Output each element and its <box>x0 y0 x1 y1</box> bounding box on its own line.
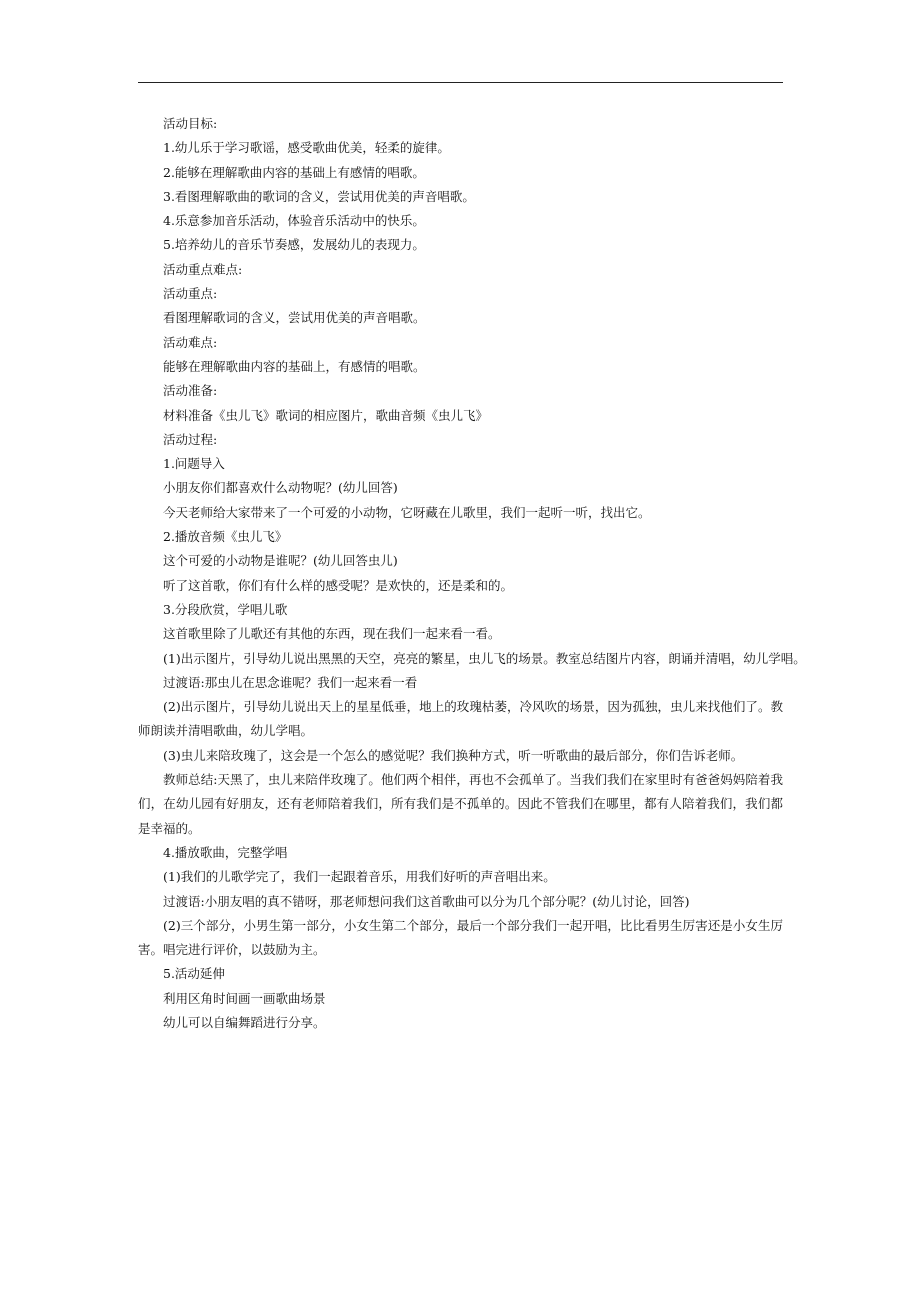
goal-item-2: 2.能够在理解歌曲内容的基础上有感情的唱歌。 <box>163 164 425 180</box>
step-1-line-1: 小朋友你们都喜欢什么动物呢？(幼儿回答) <box>163 480 398 496</box>
step-3-item-2: (2)出示图片，引导幼儿说出天上的星星低垂，地上的玫瑰枯萎，冷风吹的场景，因为孤独，虫儿来找他们了。教师朗读并清唱歌曲，幼儿学唱。 <box>138 699 783 739</box>
step-4-transition: 过渡语:小朋友唱的真不错呀，那老师想问我们这首歌曲可以分为几个部分呢？(幼儿讨论，回答) <box>163 893 690 909</box>
step-2-line-2: 听了这首歌，你们有什么样的感受呢？是欢快的，还是柔和的。 <box>163 577 514 593</box>
difficulty-text: 能够在理解歌曲内容的基础上，有感情的唱歌。 <box>163 358 426 374</box>
section-heading-key-points: 活动重点难点: <box>163 261 243 277</box>
subheading-key-point: 活动重点: <box>163 286 218 302</box>
step-3-item-3: (3)虫儿来陪玫瑰了，这会是一个怎么的感觉呢？我们换种方式，听一听歌曲的最后部分，你们告诉老师。 <box>163 747 744 763</box>
goal-item-4: 4.乐意参加音乐活动，体验音乐活动中的快乐。 <box>163 213 425 229</box>
step-3-line-1: 这首歌里除了儿歌还有其他的东西，现在我们一起来看一看。 <box>163 626 501 642</box>
goal-item-1: 1.幼儿乐于学习歌谣，感受歌曲优美，轻柔的旋律。 <box>163 140 450 156</box>
step-1-line-2: 今天老师给大家带来了一个可爱的小动物，它呀藏在儿歌里，我们一起听一听，找出它。 <box>163 504 651 520</box>
document-body <box>138 112 806 1035</box>
section-heading-goals: 活动目标: <box>163 116 218 131</box>
step-3-heading: 3.分段欣赏，学唱儿歌 <box>163 601 288 617</box>
header-rule <box>138 82 783 83</box>
step-5-line-1: 利用区角时间画一画歌曲场景 <box>163 990 326 1006</box>
step-2-heading: 2.播放音频《虫儿飞》 <box>163 529 288 545</box>
step-4-heading: 4.播放歌曲，完整学唱 <box>163 844 288 860</box>
section-heading-preparation: 活动准备: <box>163 383 218 399</box>
step-3-transition: 过渡语:那虫儿在思念谁呢？我们一起来看一看 <box>163 674 418 690</box>
goal-item-5: 5.培养幼儿的音乐节奏感，发展幼儿的表现力。 <box>163 237 425 253</box>
step-3-item-1: (1)出示图片，引导幼儿说出黑黑的天空，亮亮的繁星，虫儿飞的场景。教室总结图片内容，朗诵并清唱，幼儿学唱。 <box>163 650 806 666</box>
step-1-heading: 1.问题导入 <box>163 456 225 472</box>
preparation-text: 材料准备《虫儿飞》歌词的相应图片，歌曲音频《虫儿飞》 <box>163 407 489 423</box>
step-2-line-1: 这个可爱的小动物是谁呢？(幼儿回答虫儿) <box>163 553 398 569</box>
subheading-difficulty: 活动难点: <box>163 334 218 350</box>
step-4-item-2: (2)三个部分，小男生第一部分，小女生第二个部分，最后一个部分我们一起开唱，比比看男生厉害还是小女生厉害。唱完进行评价，以鼓励为主。 <box>138 917 783 958</box>
step-5-heading: 5.活动延伸 <box>163 966 225 982</box>
step-5-line-2: 幼儿可以自编舞蹈进行分享。 <box>163 1014 326 1030</box>
key-point-text: 看图理解歌词的含义，尝试用优美的声音唱歌。 <box>163 310 426 326</box>
teacher-summary: 教师总结:天黑了，虫儿来陪伴玫瑰了。他们两个相伴，再也不会孤单了。当我们我们在家里时有爸爸妈妈陪着我们，在幼儿园有好朋友，还有老师陪着我们，所有我们是不孤单的。因此不管我们在哪里，都有人陪着我们，我们都是幸福的。 <box>138 772 783 836</box>
step-4-item-1: (1)我们的儿歌学完了，我们一起跟着音乐，用我们好听的声音唱出来。 <box>163 869 556 885</box>
goal-item-3: 3.看图理解歌曲的歌词的含义，尝试用优美的声音唱歌。 <box>163 188 475 204</box>
section-heading-process: 活动过程: <box>163 431 218 447</box>
